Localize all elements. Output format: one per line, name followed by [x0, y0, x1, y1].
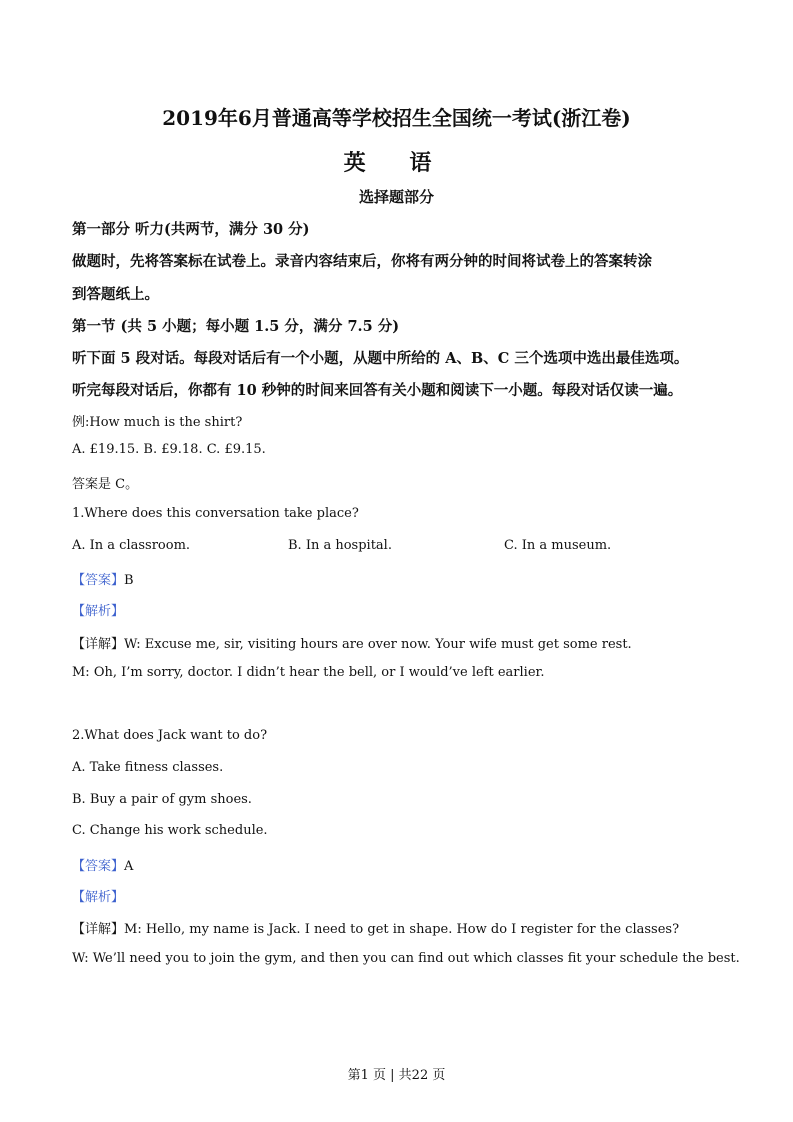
- answer-value: A: [124, 859, 134, 874]
- q2-option-a: A. Take fitness classes.: [72, 760, 224, 775]
- instruction-line-4: 听完每段对话后，你都有 10 秒钟的时间来回答有关小题和阅读下一小题。每段对话仅读一遍。: [72, 382, 683, 399]
- instruction-line-2: 到答题纸上。: [72, 286, 159, 303]
- example-options: A. £19.15. B. £9.18. C. £9.15.: [72, 442, 266, 457]
- detail-text: M: Hello, my name is Jack. I need to get in shape. How do I register for the classes?: [124, 922, 680, 937]
- q2-detail-2: W: We’ll need you to join the gym, and then you can find out which classes fit your schedule the best.: [72, 951, 740, 966]
- q1-option-a: A. In a classroom.: [72, 538, 191, 553]
- question-1: 1.Where does this conversation take place?: [72, 506, 359, 521]
- q2-option-b: B. Buy a pair of gym shoes.: [72, 792, 252, 807]
- detail-text: W: Excuse me, sir, visiting hours are over now. Your wife must get some rest.: [124, 637, 632, 652]
- q1-option-b: B. In a hospital.: [288, 538, 392, 553]
- question-2: 2.What does Jack want to do?: [72, 728, 268, 743]
- q1-option-c: C. In a museum.: [504, 538, 612, 553]
- q1-analysis-tag: 【解析】: [72, 604, 125, 619]
- q2-answer: [72, 855, 133, 874]
- instruction-line-3: 听下面 5 段对话。每段对话后有一个小题，从题中所给的 A、B、C 三个选项中选出最佳选项。: [72, 350, 689, 367]
- example-question: 例:How much is the shirt?: [72, 415, 243, 430]
- q1-detail: [72, 633, 632, 652]
- q2-option-c: C. Change his work schedule.: [72, 823, 268, 838]
- page-footer: 第1 页 | 共22 页: [347, 1068, 446, 1083]
- section-heading: 第一节 (共 5 小题；每小题 1.5 分，满分 7.5 分): [72, 318, 400, 335]
- instruction-line-1: 做题时，先将答案标在试卷上。录音内容结束后，你将有两分钟的时间将试卷上的答案转涂: [72, 253, 652, 270]
- subject-title: 英 语: [343, 150, 450, 176]
- example-answer: 答案是 C。: [72, 477, 139, 492]
- q1-answer: [72, 569, 134, 588]
- detail-tag: 【详解】: [72, 922, 125, 937]
- q2-detail: [72, 918, 679, 937]
- q1-detail-2: M: Oh, I’m sorry, doctor. I didn’t hear the bell, or I would’ve left earlier.: [72, 665, 545, 680]
- answer-tag: 【答案】: [72, 859, 125, 874]
- detail-tag: 【详解】: [72, 637, 125, 652]
- answer-tag: 【答案】: [72, 573, 125, 588]
- exam-title: 2019年6月普通高等学校招生全国统一考试(浙江卷): [162, 106, 631, 130]
- part-heading: 第一部分 听力(共两节，满分 30 分): [72, 221, 310, 238]
- answer-value: B: [124, 573, 134, 588]
- q2-analysis-tag: 【解析】: [72, 890, 125, 905]
- section-title: 选择题部分: [358, 188, 434, 206]
